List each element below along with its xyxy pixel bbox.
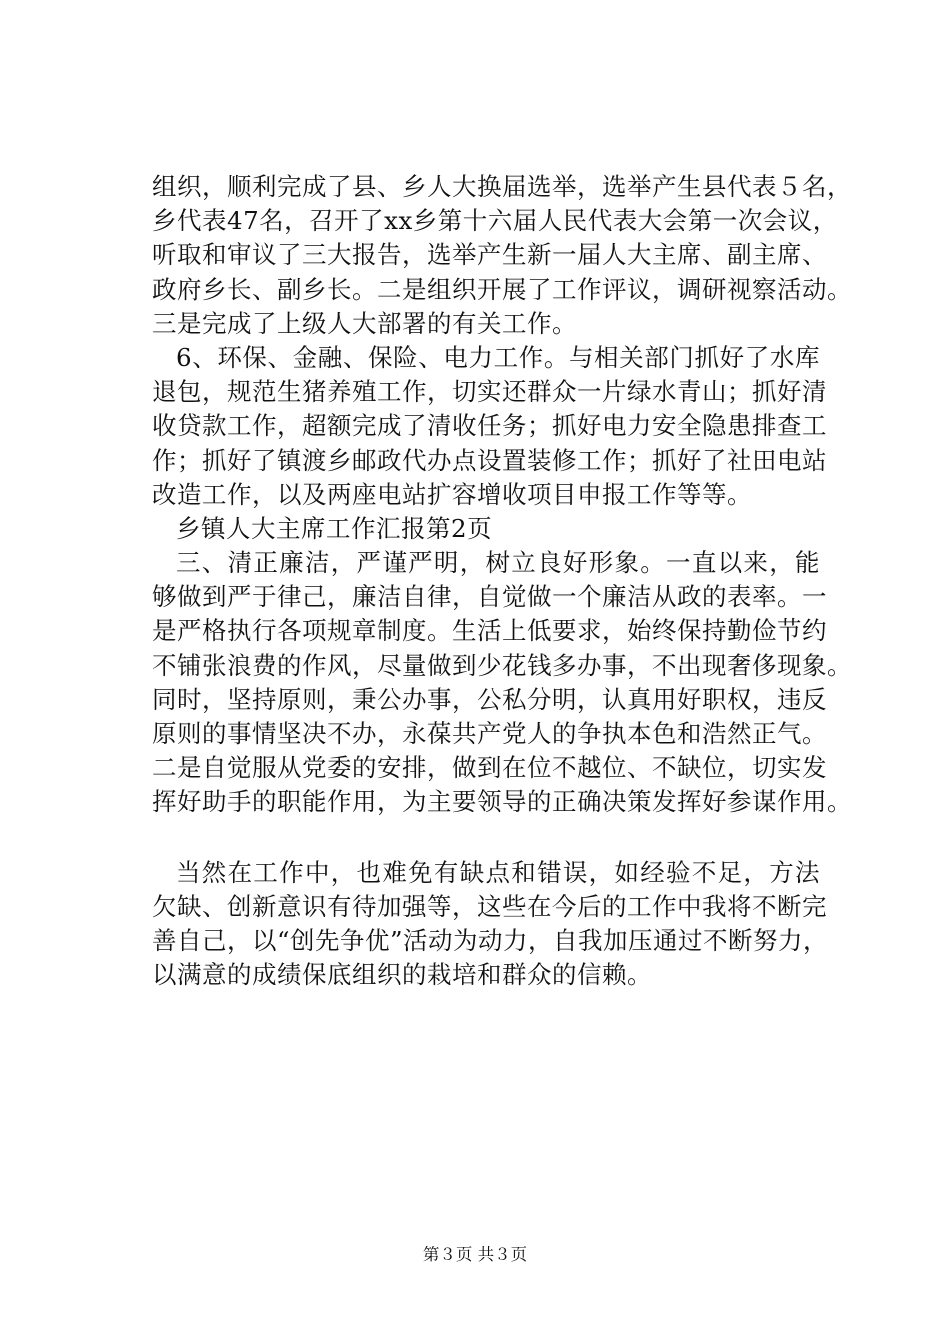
text-line: 改造工作，以及两座电站扩容增收项目申报工作等等。 (152, 479, 752, 509)
text-line: 原则的事情坚决不办，永葆共产党人的争执本色和浩然正气。 (152, 719, 827, 748)
text-line: 是严格执行各项规章制度。生活上低要求，始终保持勤俭节约 (152, 616, 827, 646)
page-footer (0, 1243, 950, 1267)
text-line: 政府乡长、副乡长。二是组织开展了工作评议，调研视察活动。 (152, 274, 852, 304)
text-line: 组织，顺利完成了县、乡人大换届选举，选举产生县代表５名， (152, 172, 852, 201)
text-line: 三是完成了上级人大部署的有关工作。 (152, 308, 577, 338)
text-line: 二是自觉服从党委的安排，做到在位不越位、不缺位，切实发 (152, 753, 827, 783)
paragraph-shortcomings (152, 856, 829, 993)
paragraph-environment-finance-work (152, 341, 827, 512)
paragraph-election-work (152, 170, 852, 341)
text-line: 同时，坚持原则，秉公办事，公私分明，认真用好职权，违反 (152, 684, 827, 714)
page-heading (152, 512, 820, 546)
text-line: 乡代表47名，召开了xx乡第十六届人民代表大会第一次会议， (152, 206, 838, 236)
text-line: 挥好助手的职能作用，为主要领导的正确决策发挥好参谋作用。 (152, 787, 852, 817)
paragraph-gap (152, 820, 820, 856)
text-line: 以满意的成绩保底组织的栽培和群众的信赖。 (152, 960, 652, 990)
text-line: 欠缺、创新意识有待加强等，这些在今后的工作中我将不断完 (152, 891, 827, 921)
text-line: 善自己，以“创先争优”活动为动力，自我加压通过不断努力， (152, 925, 829, 955)
text-line: 6、环保、金融、保险、电力工作。与相关部门抓好了水库 (176, 342, 820, 372)
text-line: 不铺张浪费的作风，尽量做到少花钱多办事，不出现奢侈现象。 (152, 650, 852, 680)
text-line: 收贷款工作，超额完成了清收任务；抓好电力安全隐患排查工 (152, 411, 827, 441)
document-body (152, 170, 852, 992)
page-number: 第３页 共３页 (422, 1245, 528, 1264)
paragraph-integrity (152, 546, 852, 820)
text-line: 听取和审议了三大报告，选举产生新一届人大主席、副主席、 (152, 240, 827, 270)
page-heading-text: 乡镇人大主席工作汇报第2页 (176, 513, 493, 543)
text-line: 当然在工作中，也难免有缺点和错误，如经验不足，方法 (176, 857, 820, 887)
text-line: 作；抓好了镇渡乡邮政代办点设置装修工作；抓好了社田电站 (152, 445, 827, 475)
text-line: 退包，规范生猪养殖工作，切实还群众一片绿水青山；抓好清 (152, 377, 827, 407)
text-line: 三、清正廉洁，严谨严明，树立良好形象。一直以来，能 (176, 548, 820, 578)
text-line: 够做到严于律己，廉洁自律，自觉做一个廉洁从政的表率。一 (152, 582, 827, 612)
